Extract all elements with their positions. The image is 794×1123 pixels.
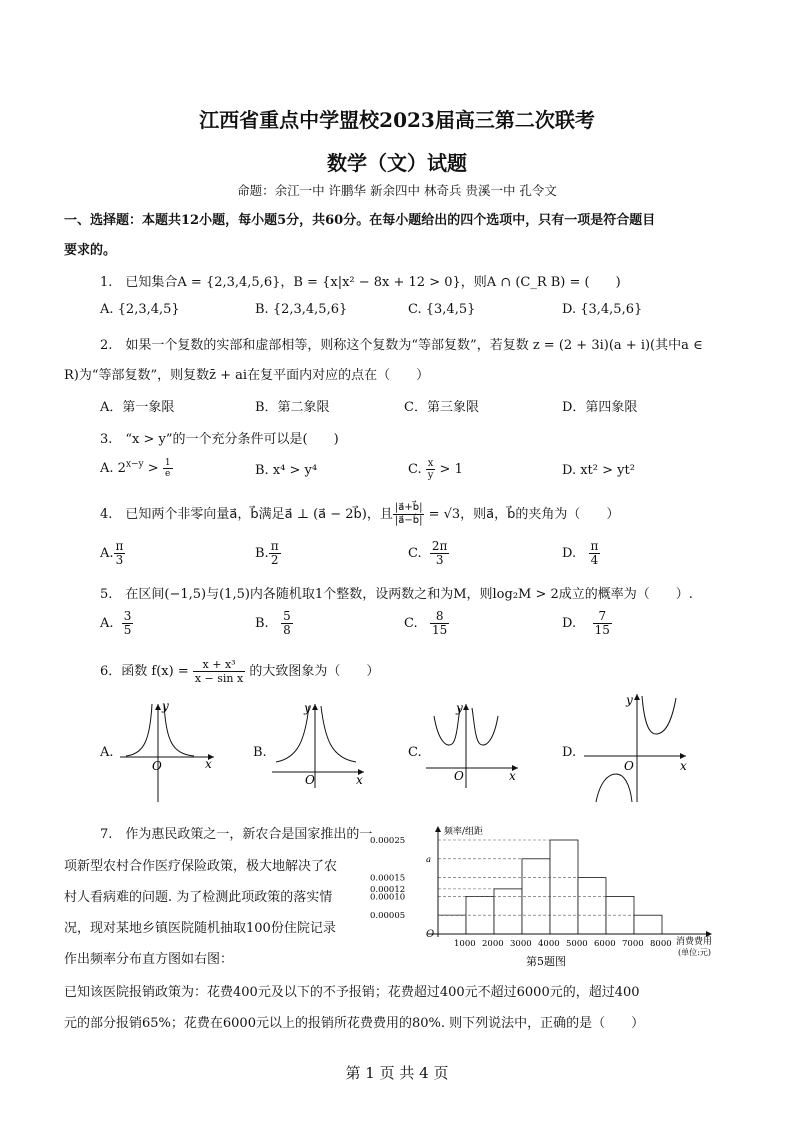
page-number: 第 1 页 共 4 页 <box>345 1064 449 1082</box>
hist-bar-3 <box>494 889 522 934</box>
q6-frac-num: x + x³ <box>193 658 245 672</box>
graph-c-right-curve <box>472 708 498 745</box>
q6-stem-post: 的大致图象为（ ） <box>245 664 380 679</box>
q5-a-label: A. <box>100 616 114 631</box>
q4-d-label: D. <box>562 546 577 561</box>
q6-graph-a <box>118 700 218 805</box>
exam-title: 江西省重点中学盟校2023届高三第二次联考 <box>199 108 595 132</box>
q6-stem <box>100 658 379 685</box>
q6-graph-b <box>270 700 370 790</box>
q5-a-den: 5 <box>123 623 132 637</box>
q2-option-b: B．第二象限 <box>255 400 330 415</box>
hist-y-tick-3: 0.00012 <box>370 884 406 895</box>
q3-stem: 3. “x > y”的一个充分条件可以是( ) <box>100 432 339 447</box>
q3-a-den: e <box>165 469 171 479</box>
q7-line-5: 作出频率分布直方图如右图： <box>64 952 234 967</box>
q5-b-den: 8 <box>283 623 291 637</box>
q2-option-c: C．第三象限 <box>404 400 479 415</box>
graph-d-y-arrow <box>634 694 640 700</box>
q3-option-d: D. xt² > yt² <box>562 463 635 478</box>
q3-a-fraction <box>163 458 173 479</box>
q4-a-label: A. <box>100 546 114 561</box>
hist-x-tick-7: 7000 <box>622 939 644 949</box>
q3-c-rel: > 1 <box>435 462 463 477</box>
q4-a-num: π <box>115 539 124 553</box>
q2-option-d: D．第四象限 <box>562 400 638 415</box>
q3-option-b: B. x⁴ > y⁴ <box>255 463 318 478</box>
hist-x-tick-1: 1000 <box>454 939 476 949</box>
q5-option-c <box>404 610 449 637</box>
q3-c-fraction <box>426 458 436 481</box>
q3-c-den: y <box>427 470 434 481</box>
histogram-chart <box>368 822 730 972</box>
authors-line: 命题：余江一中 许鹏华 新余四中 林奇兵 贵溪一中 孔令文 <box>237 183 557 198</box>
hist-y-tick-0: 0.00025 <box>370 836 406 846</box>
hist-y-tick-1: a <box>426 854 432 865</box>
q5-c-den: 15 <box>432 623 448 637</box>
q5-b-num: 5 <box>283 609 291 623</box>
q2-stem-line1: 2. 如果一个复数的实部和虚部相等，则称这个复数为“等部复数”，若复数 z = (2 + 3i)(a + i)(其中a ∈ <box>100 338 703 353</box>
graph-b-origin: O <box>305 773 315 787</box>
graph-a-origin: O <box>152 759 162 773</box>
q3-option-a <box>100 458 173 479</box>
graph-d-y-label: y <box>626 693 633 707</box>
q4-b-num: π <box>270 539 279 553</box>
q4-b-fraction <box>269 540 281 567</box>
section-heading-cont: 要求的。 <box>64 243 117 258</box>
hist-y-label: 频率/组距 <box>444 827 484 837</box>
q4-b-den: 2 <box>270 553 279 567</box>
q3-a-relation: > <box>143 461 163 476</box>
hist-bar-1 <box>438 915 466 934</box>
q3-a-num: 1 <box>164 458 171 468</box>
hist-x-label: 消费费用 <box>676 937 713 947</box>
q1-option-d: D. {3,4,5,6} <box>562 302 643 317</box>
q6-label-c: C. <box>408 745 422 760</box>
q5-b-label: B. <box>255 616 269 631</box>
q6-label-d: D. <box>562 745 577 760</box>
graph-c-x-label: x <box>509 769 516 783</box>
q3-option-c <box>408 458 463 481</box>
hist-bar-5 <box>550 840 578 934</box>
q3-a-base: A. 2 <box>100 461 126 476</box>
q4-c-den: 3 <box>435 553 444 567</box>
hist-origin: O <box>426 929 435 940</box>
graph-d-left-curve <box>596 774 632 802</box>
hist-x-tick-6: 6000 <box>594 939 616 949</box>
hist-y-arrow <box>435 826 441 832</box>
graph-a-left-curve <box>126 704 152 756</box>
graph-a-x-label: x <box>205 757 212 771</box>
q6-fraction <box>193 658 245 685</box>
q4-stem-post: = √3，则a⃗，b⃗的夹角为（ ） <box>424 507 620 522</box>
q4-fraction <box>393 502 425 527</box>
q5-a-num: 3 <box>123 609 132 623</box>
graph-a-y-label: y <box>162 700 169 713</box>
q7-tail-2: 元的部分报销65%；花费在6000元以上的报销所花费费用的80%. 则下列说法中，正确的是（ ） <box>64 1016 645 1031</box>
q5-d-num: 7 <box>593 610 612 624</box>
q5-d-label: D. <box>562 616 577 631</box>
q4-a-fraction <box>114 540 126 567</box>
q5-a-fraction <box>122 610 134 637</box>
graph-b-right-curve <box>321 706 356 762</box>
q6-frac-den: x − sin x <box>194 672 244 685</box>
q6-graph-c <box>424 700 524 790</box>
q4-c-fraction <box>430 540 450 567</box>
q2-option-a: A．第一象限 <box>100 400 175 415</box>
graph-b-x-label: x <box>356 773 363 787</box>
exam-subtitle: 数学（文）试题 <box>327 151 467 175</box>
q4-c-num: 2π <box>431 539 448 553</box>
q7-line-2: 项新型农村合作医疗保险政策，极大地解决了农 <box>64 859 338 874</box>
q6-label-b: B. <box>253 745 267 760</box>
q2-stem-line2: R)为“等部复数”，则复数z̄ + ai在复平面内对应的点在（ ） <box>64 368 430 383</box>
q6-label-a: A. <box>100 745 114 760</box>
q4-d-den: 4 <box>590 553 599 567</box>
q1-option-a: A. {2,3,4,5} <box>100 302 180 317</box>
q5-option-d <box>562 610 612 637</box>
q4-option-a <box>100 540 125 567</box>
q5-option-b <box>255 610 293 637</box>
q5-c-fraction <box>430 610 449 637</box>
q7-line-1: 7. 作为惠民政策之一，新农合是国家推出的一 <box>100 827 373 842</box>
graph-b-y-label: y <box>304 701 311 715</box>
hist-bar-8 <box>634 915 662 934</box>
q5-b-fraction <box>281 610 293 637</box>
q7-tail-1: 已知该医院报销政策为：花费400元及以下的不予报销；花费超过400元不超过6000元的，超过400 <box>64 985 640 1000</box>
q6-graph-d <box>582 690 692 805</box>
graph-c-origin: O <box>454 769 464 783</box>
q5-d-fraction <box>593 610 612 637</box>
hist-x-tick-4: 4000 <box>538 939 560 949</box>
q7-line-3: 村人看病难的问题. 为了检测此项政策的落实情 <box>64 890 333 905</box>
q5-c-label: C. <box>404 616 418 631</box>
hist-caption: 第5题图 <box>526 955 566 968</box>
q7-line-4: 况，现对某地乡镇医院随机抽取100份住院记录 <box>64 921 336 936</box>
q5-stem: 5. 在区间(−1,5)与(1,5)内各随机取1个整数，设两数之和为M，则log₂M > 2成立的概率为（ ）. <box>100 587 693 602</box>
graph-d-origin: O <box>624 759 634 773</box>
q4-d-fraction <box>589 540 601 567</box>
q5-d-den: 15 <box>594 623 610 637</box>
q1-option-b: B. {2,3,4,5,6} <box>255 302 348 317</box>
graph-d-right-curve <box>642 696 676 734</box>
q4-frac-den: |a⃗−b⃗| <box>394 515 423 526</box>
q5-c-num: 8 <box>430 610 449 624</box>
hist-y-tick-5: 0.00005 <box>370 911 406 922</box>
q4-option-b <box>255 540 281 567</box>
q4-c-label: C. <box>408 546 422 561</box>
hist-y-tick-4: 0.00010 <box>370 892 406 903</box>
hist-x-tick-8: 8000 <box>650 939 672 949</box>
q3-c-label: C. <box>408 462 426 477</box>
q3-c-num: x <box>426 458 436 470</box>
q3-a-exponent: x−y <box>125 459 144 470</box>
hist-x-unit: (单位:元) <box>678 948 711 957</box>
q1-option-c: C. {3,4,5} <box>408 302 476 317</box>
q1-stem: 1. 已知集合A = {2,3,4,5,6}，B = {x|x² − 8x + 12 > 0}，则A ∩ (C_R B) = ( ) <box>100 275 621 290</box>
graph-c-y-arrow <box>463 704 469 710</box>
graph-d-x-label: x <box>680 759 687 773</box>
q4-stem-pre: 4. 已知两个非零向量a⃗，b⃗满足a⃗ ⊥ (a⃗ − 2b⃗)，且 <box>100 507 393 522</box>
section-heading: 一、选择题：本题共12小题，每小题5分，共60分。在每小题给出的四个选项中，只有一项是符合题目 <box>64 213 656 228</box>
q4-option-d <box>562 540 600 567</box>
hist-x-tick-2: 2000 <box>482 939 504 949</box>
q4-b-label: B. <box>255 546 269 561</box>
q4-stem <box>100 502 619 527</box>
q4-a-den: 3 <box>115 553 124 567</box>
hist-x-tick-5: 5000 <box>566 939 588 949</box>
hist-y-tick-2: 0.00015 <box>370 873 406 884</box>
q5-option-a <box>100 610 133 637</box>
q4-d-num: π <box>590 539 599 553</box>
q4-option-c <box>408 540 449 567</box>
graph-a-y-arrow <box>155 704 161 710</box>
hist-bar-6 <box>578 878 606 934</box>
q6-stem-pre: 6．函数 f(x) = <box>100 664 193 679</box>
q4-frac-num: |a⃗+b⃗| <box>394 502 423 513</box>
graph-b-y-arrow <box>312 704 318 710</box>
hist-x-tick-3: 3000 <box>510 939 532 949</box>
graph-c-y-label: y <box>456 701 463 715</box>
